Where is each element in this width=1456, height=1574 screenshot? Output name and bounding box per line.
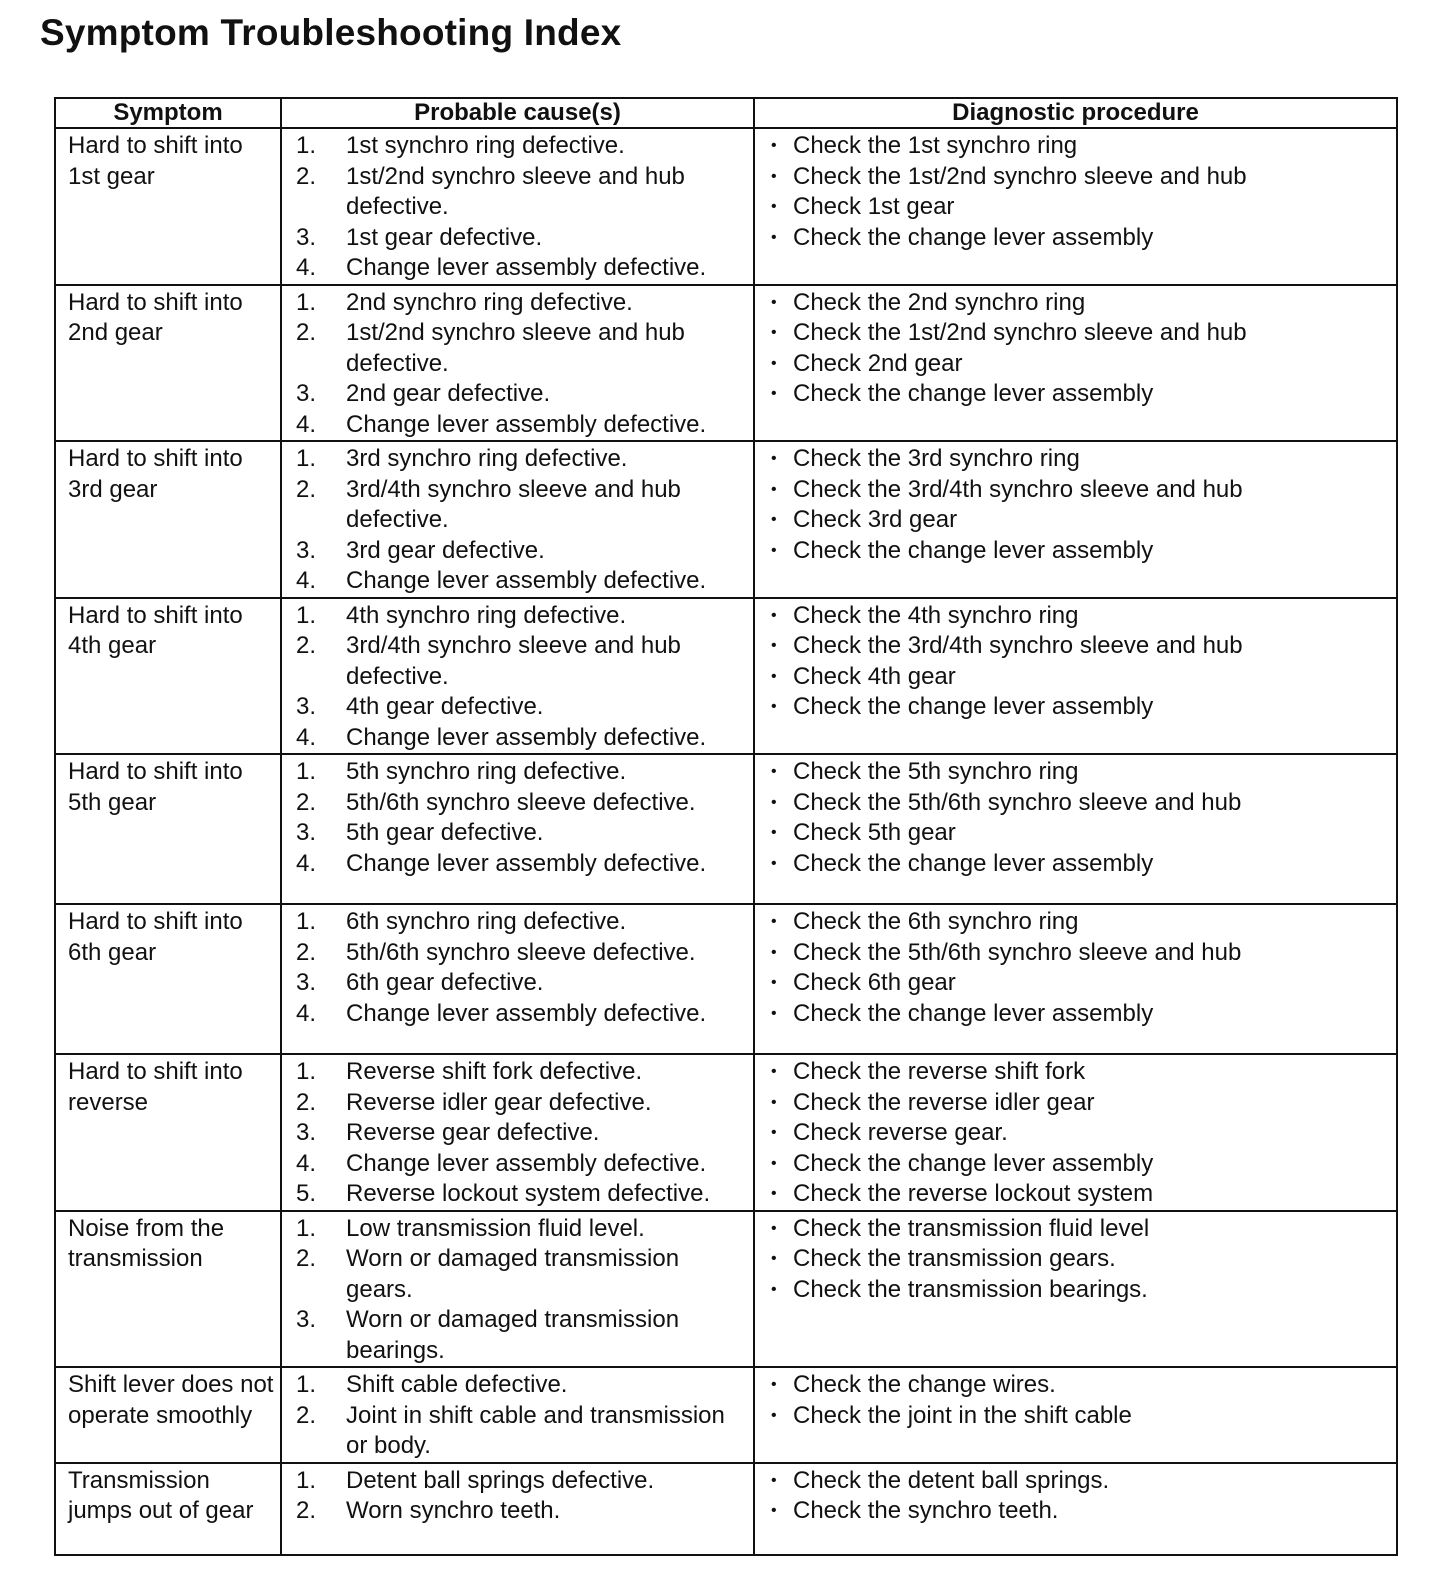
- cause-number: 4.: [296, 567, 317, 594]
- diagnostic-procedure-cell: [754, 1054, 1397, 1211]
- procedure-text: Check the 3rd/4th synchro sleeve and hub: [793, 632, 1243, 659]
- procedure-item: [761, 849, 1390, 880]
- probable-causes-cell: [281, 441, 754, 598]
- cause-text: 4th synchro ring defective.: [346, 601, 627, 629]
- procedure-item: [761, 757, 1390, 788]
- bullet-icon: •: [771, 1004, 777, 1022]
- symptom-cell: Hard to shift into 6th gear: [55, 904, 281, 1054]
- cause-item: [288, 1088, 747, 1119]
- cause-number: 3.: [296, 380, 317, 407]
- diagnostic-procedure-cell: [754, 441, 1397, 598]
- cause-number: 2.: [296, 1245, 317, 1272]
- cause-item: [288, 379, 747, 410]
- bullet-icon: •: [771, 480, 777, 498]
- bullet-icon: •: [771, 167, 777, 185]
- cause-text: 3rd/4th synchro sleeve and hub defective.: [346, 632, 681, 690]
- procedure-list: [761, 288, 1390, 410]
- cause-item: [288, 1057, 747, 1088]
- bullet-icon: •: [771, 324, 777, 341]
- cause-item: [288, 1149, 747, 1180]
- cause-text: 3rd/4th synchro sleeve and hub defective.: [346, 475, 681, 533]
- diagnostic-procedure-cell: [754, 904, 1397, 1054]
- bullet-icon: •: [771, 385, 777, 402]
- table-row: [55, 1463, 1397, 1555]
- table-row: [55, 904, 1397, 1054]
- table-row: [55, 754, 1397, 904]
- symptom-cell: Hard to shift into 4th gear: [55, 598, 281, 755]
- cause-item: [288, 1244, 747, 1305]
- bullet-icon: •: [771, 1471, 777, 1489]
- cause-number: 1.: [296, 1214, 317, 1242]
- procedure-text: Check the transmission gears.: [793, 1245, 1116, 1272]
- cause-item: [288, 1118, 747, 1149]
- procedure-item: [761, 601, 1390, 632]
- procedure-text: Check 4th gear: [793, 662, 956, 690]
- cause-item: [288, 788, 747, 819]
- table-row: [55, 1054, 1397, 1211]
- procedure-text: Check 6th gear: [793, 969, 956, 996]
- procedure-item: [761, 192, 1390, 223]
- bullet-icon: •: [771, 1063, 777, 1080]
- cause-text: Worn or damaged transmission gears.: [346, 1245, 680, 1303]
- probable-causes-cell: [281, 754, 754, 904]
- bullet-icon: •: [771, 450, 777, 467]
- cause-number: 2.: [296, 319, 317, 346]
- procedure-text: Check 3rd gear: [793, 506, 958, 533]
- bullet-icon: •: [771, 1124, 777, 1141]
- cause-item: [288, 162, 747, 223]
- procedure-item: [761, 692, 1390, 723]
- cause-item: [288, 938, 747, 969]
- cause-number: 2.: [296, 938, 317, 966]
- cause-list: [288, 1466, 747, 1527]
- procedure-list: [761, 444, 1390, 566]
- cause-text: Change lever assembly defective.: [346, 849, 707, 877]
- page-title: Symptom Troubleshooting Index: [40, 12, 622, 53]
- procedure-item: [761, 444, 1390, 475]
- cause-text: Joint in shift cable and transmission or body.: [346, 1401, 725, 1459]
- procedure-item: [761, 1401, 1390, 1432]
- cause-text: Worn synchro teeth.: [346, 1497, 561, 1524]
- cause-number: 4.: [296, 410, 317, 438]
- table-row: [55, 128, 1397, 285]
- cause-text: Detent ball springs defective.: [346, 1466, 655, 1494]
- cause-text: Reverse lockout system defective.: [346, 1180, 711, 1207]
- cause-number: 1.: [296, 1466, 317, 1494]
- cause-text: Change lever assembly defective.: [346, 410, 707, 438]
- procedure-text: Check the 1st/2nd synchro sleeve and hub: [793, 162, 1247, 190]
- cause-number: 1.: [296, 1058, 317, 1085]
- procedure-list: [761, 1370, 1390, 1431]
- symptom-cell: Transmission jumps out of gear: [55, 1463, 281, 1555]
- probable-causes-cell: [281, 1367, 754, 1463]
- procedure-item: [761, 1088, 1390, 1119]
- cause-number: 2.: [296, 475, 317, 503]
- cause-text: 5th/6th synchro sleeve defective.: [346, 938, 696, 966]
- procedure-text: Check the change lever assembly: [793, 536, 1154, 564]
- procedure-text: Check the 2nd synchro ring: [793, 288, 1086, 316]
- cause-number: 1.: [296, 445, 317, 472]
- cause-item: [288, 999, 747, 1030]
- procedure-item: [761, 1118, 1390, 1149]
- procedure-item: [761, 631, 1390, 662]
- cause-item: [288, 601, 747, 632]
- cause-item: [288, 757, 747, 788]
- procedure-list: [761, 1214, 1390, 1306]
- procedure-text: Check reverse gear.: [793, 1119, 1008, 1146]
- bullet-icon: •: [771, 1280, 777, 1298]
- procedure-item: [761, 379, 1390, 410]
- procedure-text: Check the change lever assembly: [793, 693, 1154, 720]
- cause-number: 3.: [296, 1119, 317, 1146]
- cause-text: Change lever assembly defective.: [346, 1149, 707, 1177]
- procedure-item: [761, 1275, 1390, 1306]
- diagnostic-procedure-cell: [754, 754, 1397, 904]
- procedure-item: [761, 505, 1390, 536]
- symptom-cell: Hard to shift into reverse: [55, 1054, 281, 1211]
- procedure-text: Check the 3rd/4th synchro sleeve and hub: [793, 475, 1243, 503]
- bullet-icon: •: [771, 228, 777, 246]
- bullet-icon: •: [771, 293, 777, 311]
- bullet-icon: •: [771, 854, 777, 872]
- cause-text: 5th synchro ring defective.: [346, 758, 627, 785]
- cause-list: [288, 601, 747, 754]
- header-probable-cause: Probable cause(s): [281, 98, 754, 128]
- procedure-list: [761, 131, 1390, 253]
- cause-number: 2.: [296, 788, 317, 816]
- cause-text: 1st gear defective.: [346, 223, 543, 251]
- bullet-icon: •: [771, 511, 777, 528]
- procedure-text: Check the synchro teeth.: [793, 1497, 1059, 1524]
- procedure-item: [761, 1057, 1390, 1088]
- table-row: [55, 598, 1397, 755]
- bullet-icon: •: [771, 1093, 777, 1111]
- cause-number: 3.: [296, 536, 317, 564]
- cause-list: [288, 1214, 747, 1367]
- procedure-list: [761, 907, 1390, 1029]
- cause-number: 4.: [296, 849, 317, 877]
- procedure-text: Check the 5th synchro ring: [793, 758, 1079, 785]
- cause-number: 4.: [296, 1149, 317, 1177]
- bullet-icon: •: [771, 1185, 777, 1202]
- cause-number: 2.: [296, 1088, 317, 1116]
- diagnostic-procedure-cell: [754, 128, 1397, 285]
- procedure-text: Check 5th gear: [793, 819, 956, 846]
- cause-number: 3.: [296, 223, 317, 251]
- cause-item: [288, 818, 747, 849]
- procedure-item: [761, 475, 1390, 506]
- procedure-text: Check the joint in the shift cable: [793, 1401, 1132, 1429]
- cause-item: [288, 536, 747, 567]
- symptom-cell: Shift lever does not operate smoothly: [55, 1367, 281, 1463]
- cause-number: 1.: [296, 908, 317, 935]
- procedure-text: Check the change lever assembly: [793, 380, 1154, 407]
- troubleshooting-table: [54, 97, 1398, 1556]
- procedure-list: [761, 757, 1390, 879]
- diagnostic-procedure-cell: [754, 1211, 1397, 1368]
- bullet-icon: •: [771, 667, 777, 685]
- cause-text: Worn or damaged transmission bearings.: [346, 1306, 680, 1364]
- table-row: [55, 441, 1397, 598]
- cause-text: Reverse shift fork defective.: [346, 1058, 643, 1085]
- cause-item: [288, 566, 747, 597]
- cause-item: [288, 631, 747, 692]
- symptom-cell: Hard to shift into 2nd gear: [55, 285, 281, 442]
- procedure-text: Check the reverse shift fork: [793, 1058, 1086, 1085]
- cause-list: [288, 288, 747, 441]
- cause-item: [288, 723, 747, 754]
- procedure-text: Check the change lever assembly: [793, 849, 1154, 877]
- cause-text: Shift cable defective.: [346, 1371, 568, 1398]
- cause-list: [288, 131, 747, 284]
- procedure-text: Check the 5th/6th synchro sleeve and hub: [793, 938, 1242, 966]
- bullet-icon: •: [771, 1250, 777, 1267]
- cause-text: 3rd gear defective.: [346, 536, 545, 564]
- cause-item: [288, 1370, 747, 1401]
- cause-item: [288, 1179, 747, 1210]
- cause-item: [288, 1466, 747, 1497]
- cause-item: [288, 1496, 747, 1527]
- cause-number: 3.: [296, 1306, 317, 1333]
- procedure-item: [761, 223, 1390, 254]
- procedure-item: [761, 318, 1390, 349]
- cause-number: 1.: [296, 132, 317, 159]
- bullet-icon: •: [771, 637, 777, 654]
- procedure-text: Check the change wires.: [793, 1371, 1056, 1398]
- cause-number: 1.: [296, 758, 317, 785]
- cause-text: 6th synchro ring defective.: [346, 908, 627, 935]
- diagnostic-procedure-cell: [754, 598, 1397, 755]
- procedure-item: [761, 131, 1390, 162]
- cause-number: 3.: [296, 969, 317, 996]
- table-row: [55, 285, 1397, 442]
- procedure-list: [761, 1466, 1390, 1527]
- cause-number: 1.: [296, 601, 317, 629]
- bullet-icon: •: [771, 1502, 777, 1519]
- cause-text: 1st/2nd synchro sleeve and hub defective.: [346, 319, 685, 377]
- bullet-icon: •: [771, 606, 777, 624]
- cause-number: 3.: [296, 693, 317, 720]
- procedure-text: Check the detent ball springs.: [793, 1466, 1110, 1494]
- cause-item: [288, 475, 747, 536]
- cause-list: [288, 907, 747, 1029]
- cause-list: [288, 757, 747, 879]
- cause-text: Reverse idler gear defective.: [346, 1088, 652, 1116]
- table-row: [55, 1211, 1397, 1368]
- cause-number: 3.: [296, 819, 317, 846]
- procedure-text: Check the 3rd synchro ring: [793, 445, 1080, 472]
- table-header-row: [55, 98, 1397, 128]
- procedure-text: Check the 4th synchro ring: [793, 601, 1079, 629]
- cause-text: 3rd synchro ring defective.: [346, 445, 628, 472]
- procedure-text: Check the transmission bearings.: [793, 1275, 1148, 1303]
- cause-number: 2.: [296, 162, 317, 190]
- cause-number: 4.: [296, 723, 317, 751]
- cause-text: Low transmission fluid level.: [346, 1214, 645, 1242]
- procedure-text: Check the 1st synchro ring: [793, 132, 1078, 159]
- procedure-item: [761, 1496, 1390, 1527]
- cause-item: [288, 410, 747, 441]
- cause-text: 1st synchro ring defective.: [346, 132, 625, 159]
- symptom-cell: Hard to shift into 5th gear: [55, 754, 281, 904]
- cause-item: [288, 131, 747, 162]
- cause-text: 6th gear defective.: [346, 969, 544, 996]
- cause-item: [288, 968, 747, 999]
- bullet-icon: •: [771, 763, 777, 780]
- procedure-item: [761, 162, 1390, 193]
- cause-number: 2.: [296, 1401, 317, 1429]
- bullet-icon: •: [771, 793, 777, 811]
- cause-text: 5th/6th synchro sleeve defective.: [346, 788, 696, 816]
- header-symptom: Symptom: [55, 98, 281, 128]
- symptom-cell: Noise from the transmission: [55, 1211, 281, 1368]
- cause-number: 1.: [296, 288, 317, 316]
- cause-text: 1st/2nd synchro sleeve and hub defective.: [346, 162, 685, 220]
- procedure-list: [761, 1057, 1390, 1210]
- cause-item: [288, 692, 747, 723]
- table-row: [55, 1367, 1397, 1463]
- procedure-item: [761, 788, 1390, 819]
- bullet-icon: •: [771, 354, 777, 372]
- cause-item: [288, 907, 747, 938]
- table-body: [55, 128, 1397, 1555]
- procedure-item: [761, 999, 1390, 1030]
- procedure-item: [761, 1214, 1390, 1245]
- procedure-text: Check the change lever assembly: [793, 999, 1154, 1027]
- diagnostic-procedure-cell: [754, 1463, 1397, 1555]
- bullet-icon: •: [771, 974, 777, 991]
- cause-number: 2.: [296, 1497, 317, 1524]
- cause-text: 4th gear defective.: [346, 693, 544, 720]
- probable-causes-cell: [281, 598, 754, 755]
- procedure-item: [761, 1149, 1390, 1180]
- procedure-text: Check 1st gear: [793, 193, 955, 220]
- procedure-item: [761, 818, 1390, 849]
- procedure-item: [761, 907, 1390, 938]
- procedure-text: Check 2nd gear: [793, 349, 963, 377]
- procedure-item: [761, 938, 1390, 969]
- probable-causes-cell: [281, 128, 754, 285]
- procedure-text: Check the reverse lockout system: [793, 1180, 1154, 1207]
- bullet-icon: •: [771, 198, 777, 215]
- cause-text: Change lever assembly defective.: [346, 567, 707, 594]
- cause-item: [288, 253, 747, 284]
- procedure-item: [761, 288, 1390, 319]
- cause-number: 4.: [296, 999, 317, 1027]
- procedure-item: [761, 1370, 1390, 1401]
- cause-number: 4.: [296, 254, 317, 281]
- procedure-item: [761, 968, 1390, 999]
- bullet-icon: •: [771, 137, 777, 154]
- cause-item: [288, 1214, 747, 1245]
- probable-causes-cell: [281, 1054, 754, 1211]
- bullet-icon: •: [771, 913, 777, 930]
- probable-causes-cell: [281, 285, 754, 442]
- cause-text: 2nd gear defective.: [346, 380, 551, 407]
- cause-text: Reverse gear defective.: [346, 1119, 600, 1146]
- procedure-item: [761, 349, 1390, 380]
- cause-list: [288, 1370, 747, 1462]
- procedure-item: [761, 536, 1390, 567]
- cause-item: [288, 318, 747, 379]
- bullet-icon: •: [771, 698, 777, 715]
- procedure-text: Check the reverse idler gear: [793, 1088, 1095, 1116]
- procedure-item: [761, 1244, 1390, 1275]
- cause-item: [288, 1401, 747, 1462]
- bullet-icon: •: [771, 1406, 777, 1424]
- cause-text: Change lever assembly defective.: [346, 723, 707, 751]
- procedure-item: [761, 1466, 1390, 1497]
- cause-item: [288, 849, 747, 880]
- cause-text: Change lever assembly defective.: [346, 999, 707, 1027]
- symptom-cell: Hard to shift into 3rd gear: [55, 441, 281, 598]
- procedure-text: Check the 1st/2nd synchro sleeve and hub: [793, 319, 1247, 346]
- bullet-icon: •: [771, 1154, 777, 1172]
- diagnostic-procedure-cell: [754, 1367, 1397, 1463]
- procedure-text: Check the 6th synchro ring: [793, 908, 1079, 935]
- cause-text: 5th gear defective.: [346, 819, 544, 846]
- probable-causes-cell: [281, 1463, 754, 1555]
- cause-text: 2nd synchro ring defective.: [346, 288, 633, 316]
- bullet-icon: •: [771, 824, 777, 841]
- cause-item: [288, 444, 747, 475]
- cause-number: 5.: [296, 1180, 317, 1207]
- symptom-cell: Hard to shift into 1st gear: [55, 128, 281, 285]
- procedure-item: [761, 1179, 1390, 1210]
- cause-item: [288, 288, 747, 319]
- procedure-list: [761, 601, 1390, 723]
- bullet-icon: •: [771, 1219, 777, 1237]
- procedure-text: Check the change lever assembly: [793, 1149, 1154, 1177]
- procedure-text: Check the transmission fluid level: [793, 1214, 1150, 1242]
- probable-causes-cell: [281, 904, 754, 1054]
- cause-number: 2.: [296, 632, 317, 659]
- cause-number: 1.: [296, 1371, 317, 1398]
- cause-text: Change lever assembly defective.: [346, 254, 707, 281]
- procedure-text: Check the change lever assembly: [793, 223, 1154, 251]
- cause-list: [288, 444, 747, 597]
- header-diagnostic-procedure: Diagnostic procedure: [754, 98, 1397, 128]
- cause-item: [288, 1305, 747, 1366]
- diagnostic-procedure-cell: [754, 285, 1397, 442]
- probable-causes-cell: [281, 1211, 754, 1368]
- bullet-icon: •: [771, 541, 777, 559]
- bullet-icon: •: [771, 1376, 777, 1393]
- bullet-icon: •: [771, 943, 777, 961]
- procedure-item: [761, 662, 1390, 693]
- cause-item: [288, 223, 747, 254]
- procedure-text: Check the 5th/6th synchro sleeve and hub: [793, 788, 1242, 816]
- cause-list: [288, 1057, 747, 1210]
